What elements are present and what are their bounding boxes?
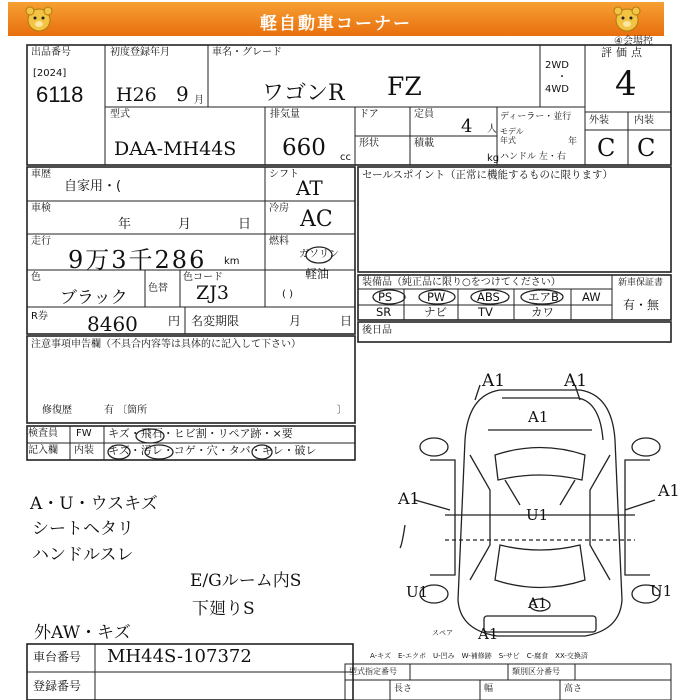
interior-grade: C: [637, 134, 656, 162]
ac-label: 冷房: [269, 203, 289, 214]
repair-value: 有 〔箇所: [104, 405, 148, 416]
name-change-day: 日: [340, 314, 353, 328]
repair-label: 修復歴: [42, 405, 72, 416]
mark-right: A1: [658, 481, 680, 500]
equip-pw: PW: [427, 290, 446, 304]
car-grade: FZ: [387, 72, 422, 101]
equip-ps: PS: [378, 290, 393, 304]
lot-number: 6118: [36, 82, 84, 107]
color-code-label: 色コード: [183, 272, 223, 283]
venue-label: ④会場控: [614, 36, 653, 47]
mark-bottom: A1: [478, 625, 499, 643]
name-change-label: 名変期限: [191, 314, 240, 328]
ac-value: AC: [300, 207, 333, 232]
inspection-day: 日: [238, 217, 252, 232]
mark-left: A1: [398, 489, 420, 508]
recycle-value: 8460: [87, 312, 138, 336]
capacity-value: 4: [461, 116, 473, 137]
equip-sr: SR: [376, 305, 392, 319]
first-reg-month: 9: [176, 82, 189, 106]
shift-value: AT: [296, 176, 323, 200]
inspection-label: 車検: [31, 203, 51, 214]
type-no-label: 型式指定番号: [349, 667, 397, 676]
history-value: 自家用・(: [64, 179, 122, 194]
class-no-label: 類別区分番号: [512, 667, 560, 676]
notes-label: 注意事項申告欄（不具合内容等は具体的に記入して下さい）: [31, 339, 301, 350]
length-label: 長さ: [394, 684, 413, 694]
shift-label: シフト: [269, 169, 299, 180]
bear-mascot-icon: [24, 4, 54, 34]
capacity-unit: 人: [487, 124, 497, 135]
equip-navi: ナビ: [424, 305, 447, 319]
repair-close: 〕: [337, 405, 347, 416]
score-label: 評価点: [601, 46, 646, 59]
model-label: 型式: [110, 109, 130, 120]
load-unit: kg: [487, 153, 500, 164]
inspector-int-items: キズ・汚レ・コゲ・穴・タバ・キレ・破レ: [108, 444, 317, 457]
mark-hood: A1: [528, 408, 549, 426]
bear-mascot-icon: [612, 4, 642, 34]
width-label: 幅: [484, 684, 494, 694]
hand-note-2: シートヘタリ: [32, 519, 134, 539]
equip-tv: TV: [478, 305, 493, 319]
damage-legend: A-キズ E-エクボ U-凹み W-補修跡 S-サビ C-腐食 XX-交換済: [370, 652, 588, 660]
first-reg-label: 初度登録年月: [110, 47, 170, 58]
model-value: DAA-MH44S: [114, 138, 237, 160]
fuel-diesel: 軽油: [305, 267, 330, 281]
car-name-label: 車名・グレード: [212, 47, 282, 58]
inspector-ext-items: キズ・飛石・ヒビ割・リペア跡・×要: [108, 427, 293, 440]
mileage-value: 9万3千286: [68, 246, 207, 274]
fuel-other: ( ): [282, 289, 293, 300]
hand-note-5: 下廻りS: [192, 599, 255, 619]
recycle-label: R券: [31, 311, 48, 322]
hand-note-4: E/Gルーム内S: [190, 571, 302, 591]
warranty-label: 新車保証書: [618, 278, 664, 288]
inspector-ext: FW: [76, 428, 92, 439]
drive-dot: ・: [557, 72, 567, 83]
mark-top-left: A1: [482, 371, 506, 391]
entry-label: 記入欄: [28, 445, 58, 456]
equip-leather: カワ: [531, 305, 554, 319]
height-label: 高さ: [564, 684, 583, 694]
rear-goods-label: 後日品: [362, 325, 392, 336]
hand-note-1: A・U・ウスキズ: [30, 494, 158, 514]
door-label: ドア: [359, 109, 379, 120]
mark-center: U1: [526, 506, 549, 524]
mileage-unit: km: [224, 256, 240, 267]
car-name: ワゴンR: [262, 81, 345, 106]
history-label: 車歴: [31, 169, 51, 180]
load-label: 積載: [414, 138, 434, 149]
inspection-year: 年: [118, 217, 132, 232]
warranty-value: 有・無: [623, 298, 660, 312]
color-label: 色: [31, 272, 41, 283]
capacity-label: 定員: [414, 109, 434, 120]
equip-airbag: エアB: [528, 290, 559, 304]
drive-4wd: 4WD: [545, 84, 569, 95]
color-value: ブラック: [60, 288, 128, 308]
year-unit: 年: [568, 137, 578, 147]
dealer-label: ディーラー・並行: [500, 112, 572, 122]
hand-note-6: 外AW・キズ: [34, 623, 131, 643]
displacement-value: 660: [282, 135, 326, 161]
chassis-value: MH44S-107372: [107, 646, 252, 667]
fuel-label: 燃料: [269, 236, 289, 247]
model-year-label: モデル 年式: [500, 127, 524, 145]
first-reg-month-unit: 月: [194, 95, 204, 106]
spare-label: スペア: [432, 629, 453, 637]
shape-label: 形状: [359, 138, 379, 149]
score-value: 4: [615, 64, 637, 104]
hand-note-3: ハンドルスレ: [32, 545, 134, 565]
lot-label: 出品番号: [31, 47, 71, 58]
displacement-unit: cc: [340, 152, 351, 163]
handle-label: ハンドル 左・右: [500, 152, 566, 162]
equipment-label: 装備品（純正品に限り○をつけてください）: [362, 277, 561, 288]
interior-label: 内装: [634, 115, 654, 126]
mark-bottom-right: U1: [650, 582, 673, 600]
color-change-label: 色替: [148, 283, 168, 294]
page-title: 軽自動車コーナー: [260, 14, 412, 34]
lot-year: [2024]: [33, 68, 67, 79]
inspection-month: 月: [178, 217, 192, 232]
equip-abs: ABS: [477, 290, 500, 304]
header-banner: [8, 2, 664, 36]
chassis-label: 車台番号: [33, 650, 82, 664]
drive-2wd: 2WD: [545, 60, 569, 71]
inspector-label: 検査員: [28, 428, 58, 439]
displacement-label: 排気量: [270, 109, 300, 120]
mileage-label: 走行: [31, 236, 51, 247]
name-change-month: 月: [289, 314, 302, 328]
mark-bottom-left: U1: [406, 583, 429, 601]
fuel-gasoline: ガソリン: [299, 249, 339, 260]
inspector-int: 内装: [74, 445, 94, 456]
recycle-unit: 円: [168, 314, 181, 328]
reg-no-label: 登録番号: [33, 679, 82, 693]
color-code-value: ZJ3: [196, 282, 229, 304]
mark-rear: A1: [528, 596, 548, 612]
mark-top-right: A1: [564, 371, 588, 391]
sales-point-label: セールスポイント（正常に機能するものに限ります）: [362, 169, 614, 181]
first-reg-era: H26: [116, 84, 157, 106]
exterior-label: 外装: [589, 115, 609, 126]
exterior-grade: C: [597, 134, 616, 162]
equip-aw: AW: [582, 290, 601, 304]
